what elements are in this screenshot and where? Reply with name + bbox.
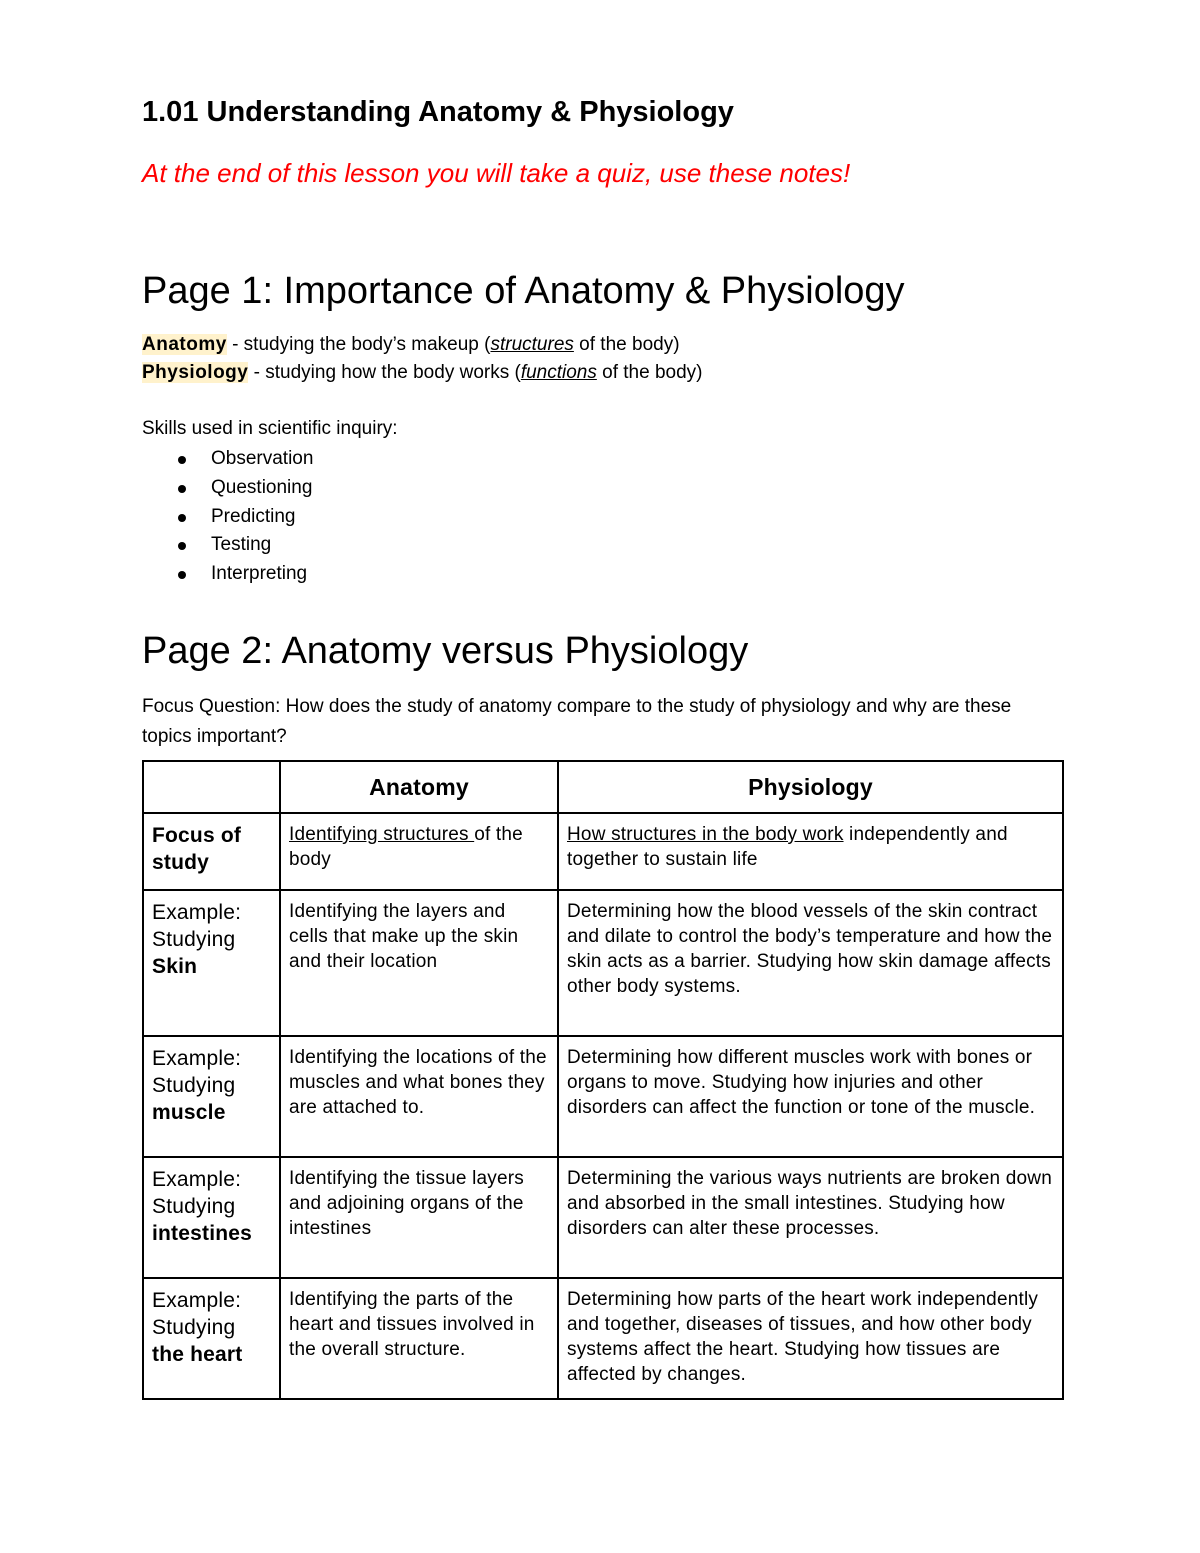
physiology-cell: Determining how the blood vessels of the skin contract and dilate to control the body’s temperature and how the skin acts as a barrier. Studying how skin damage affects other body systems. [558, 890, 1063, 1036]
document-title: 1.01 Understanding Anatomy & Physiology [142, 96, 734, 128]
table-row [143, 890, 1063, 1036]
table-row [143, 1157, 1063, 1278]
physiology-def-end: of the body) [596, 362, 703, 383]
anatomy-rest: of the body [289, 824, 523, 870]
row-label-text: Example: Studying [152, 1047, 242, 1097]
row-label [143, 1036, 280, 1157]
focus-question: Focus Question: How does the study of anatomy compare to the study of physiology and why are these topics important? [142, 696, 1012, 747]
physiology-def-emphasis: functions [520, 362, 597, 383]
anatomy-cell: Identifying the tissue layers and adjoining organs of the intestines [280, 1157, 558, 1278]
skill-label: Predicting [211, 505, 296, 527]
physiology-cell: Determining the various ways nutrients are broken down and absorbed in the small intestines. Studying how disorders can alter these processes. [558, 1157, 1063, 1278]
list-item [178, 446, 313, 475]
row-label-text: Example: Studying [152, 1168, 242, 1218]
skill-label: Observation [211, 448, 314, 469]
skill-label: Interpreting [211, 563, 308, 584]
physiology-term: Physiology [142, 362, 249, 383]
physiology-def-start: - studying how the body works ( [248, 362, 521, 383]
table-row [143, 1036, 1063, 1157]
skill-label: Questioning [211, 476, 313, 498]
header-cell-empty [143, 761, 280, 813]
row-label-subject: the heart [152, 1343, 243, 1366]
bullet-icon [178, 571, 186, 579]
table-row [143, 813, 1063, 890]
anatomy-cell: Identifying the layers and cells that make up the skin and their location [280, 890, 558, 1036]
bullet-icon [178, 485, 186, 493]
physiology-cell: Determining how parts of the heart work independently and together, diseases of tissues, and how other body systems affect the heart. Studying how tissues are affected by changes. [558, 1278, 1063, 1399]
anatomy-cell [280, 813, 558, 890]
anatomy-definition [142, 334, 680, 356]
header-cell-physiology: Physiology [558, 761, 1063, 813]
physiology-definition [142, 362, 703, 384]
row-label [143, 1278, 280, 1399]
skill-label: Testing [211, 534, 272, 556]
anatomy-underlined: Identifying structures [289, 824, 475, 845]
bullet-icon [178, 456, 186, 464]
row-label-text: Focus of study [152, 824, 242, 874]
skills-label: Skills used in scientific inquiry: [142, 418, 398, 439]
bullet-icon [178, 542, 186, 550]
physiology-cell [558, 813, 1063, 890]
list-item [178, 475, 313, 504]
page2-heading: Page 2: Anatomy versus Physiology [142, 630, 749, 672]
row-label-subject: intestines [152, 1222, 253, 1245]
row-label-subject: muscle [152, 1101, 226, 1124]
row-label-text: Example: Studying [152, 1289, 242, 1339]
physiology-rest: independently and together to sustain life [567, 824, 1008, 870]
row-label [143, 1157, 280, 1278]
anatomy-def-end: of the body) [573, 334, 680, 355]
anatomy-def-emphasis: structures [490, 334, 574, 355]
row-label-subject: Skin [152, 955, 198, 978]
comparison-table [142, 760, 1064, 1400]
row-label-text: Example: Studying [152, 901, 242, 951]
header-cell-anatomy: Anatomy [280, 761, 558, 813]
bullet-icon [178, 514, 186, 522]
physiology-cell: Determining how different muscles work with bones or organs to move. Studying how injuries and other disorders can affect the function or tone of the muscle. [558, 1036, 1063, 1157]
anatomy-term: Anatomy [142, 334, 227, 355]
list-item [178, 532, 313, 561]
list-item [178, 561, 313, 590]
page1-heading: Page 1: Importance of Anatomy & Physiology [142, 270, 905, 312]
table-row [143, 1278, 1063, 1399]
row-label [143, 890, 280, 1036]
anatomy-cell: Identifying the locations of the muscles and what bones they are attached to. [280, 1036, 558, 1157]
list-item [178, 504, 313, 533]
skills-list [178, 446, 313, 590]
table-header-row [143, 761, 1063, 813]
row-label [143, 813, 280, 890]
quiz-warning: At the end of this lesson you will take a quiz, use these notes! [142, 158, 851, 188]
physiology-underlined: How structures in the body work [567, 824, 844, 845]
anatomy-cell: Identifying the parts of the heart and tissues involved in the overall structure. [280, 1278, 558, 1399]
anatomy-def-start: - studying the body’s makeup ( [226, 334, 491, 355]
